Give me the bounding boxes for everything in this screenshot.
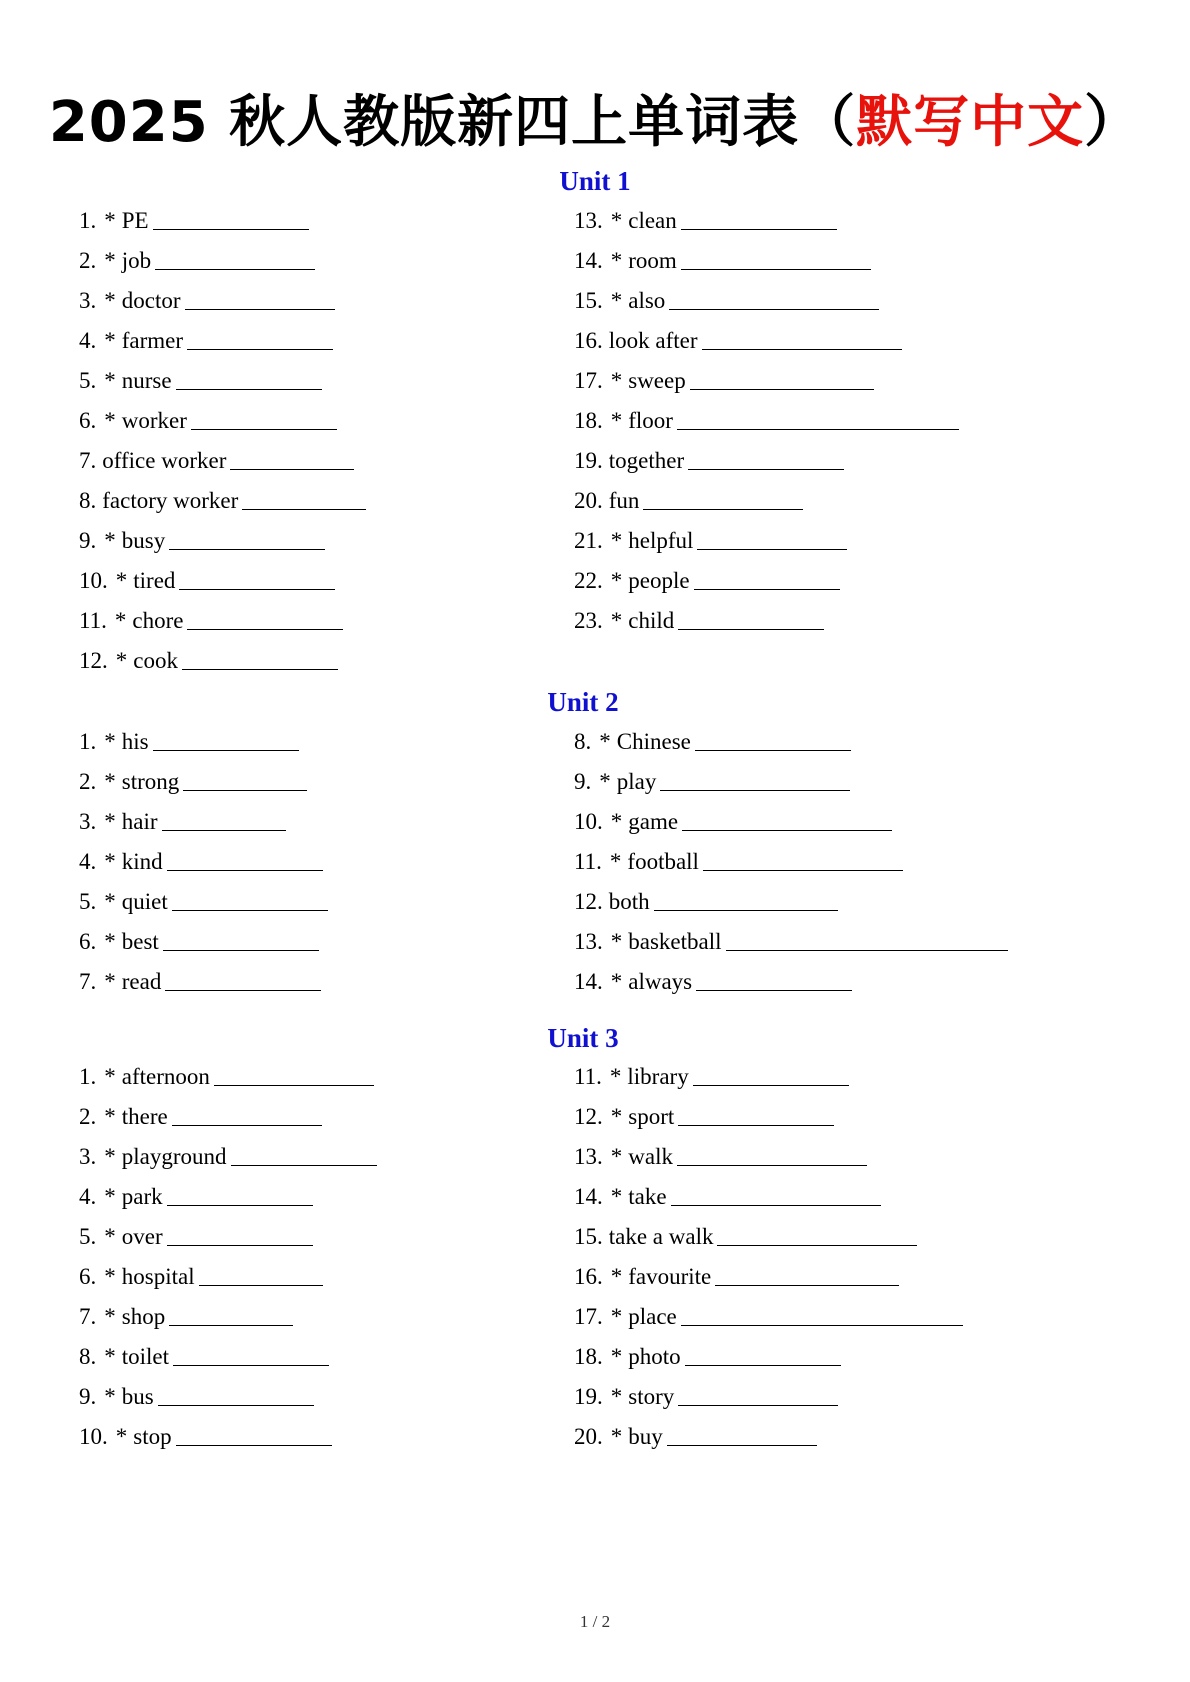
answer-blank[interactable]: [693, 1057, 849, 1086]
answer-blank[interactable]: [167, 842, 323, 871]
star-marker: *: [104, 528, 116, 553]
vocab-item: [79, 561, 599, 601]
answer-blank[interactable]: [678, 1377, 838, 1406]
item-number: 10.: [79, 1424, 108, 1449]
star-marker: *: [104, 1384, 116, 1409]
item-number: 7.: [79, 969, 97, 994]
star-marker: *: [104, 809, 116, 834]
answer-blank[interactable]: [682, 802, 892, 831]
vocab-item: [574, 281, 1094, 321]
vocab-item: [79, 361, 599, 401]
vocab-item: [79, 802, 599, 842]
item-number: 3.: [79, 1144, 97, 1169]
item-number: 19.: [574, 1384, 603, 1409]
item-number: 10.: [79, 568, 108, 593]
vocab-item: [574, 1337, 1094, 1377]
star-marker: *: [104, 969, 116, 994]
item-number: 9.: [79, 1384, 97, 1409]
answer-blank[interactable]: [173, 1337, 329, 1366]
answer-blank[interactable]: [715, 1257, 899, 1286]
answer-blank[interactable]: [214, 1057, 374, 1086]
vocab-item: [79, 1337, 599, 1377]
vocab-item: [574, 401, 1094, 441]
item-word: job: [121, 248, 152, 273]
item-number: 8.: [79, 1344, 97, 1369]
answer-blank[interactable]: [165, 962, 321, 991]
item-word: his: [121, 729, 149, 754]
star-marker: *: [610, 528, 623, 553]
star-marker: *: [104, 1104, 116, 1129]
item-number: 8.: [79, 488, 97, 513]
star-marker: *: [104, 1264, 116, 1289]
unit-1-heading: Unit 1: [559, 166, 631, 196]
star-marker: *: [610, 1184, 623, 1209]
item-word: there: [121, 1104, 168, 1129]
unit-2-left-column: [79, 722, 599, 1002]
unit-3-left-column: [79, 1057, 599, 1457]
star-marker: *: [599, 729, 611, 754]
vocab-item: [574, 1177, 1094, 1217]
answer-blank[interactable]: [726, 922, 1008, 951]
item-word: also: [628, 288, 666, 313]
star-marker: *: [610, 368, 623, 393]
star-marker: *: [115, 1424, 128, 1449]
star-marker: *: [104, 1064, 116, 1089]
vocab-item: [574, 361, 1094, 401]
item-number: 18.: [574, 1344, 603, 1369]
item-word: sport: [628, 1104, 675, 1129]
vocab-item: [574, 722, 1094, 762]
item-word: fun: [608, 488, 640, 513]
item-word: library: [627, 1064, 689, 1089]
star-marker: *: [610, 929, 623, 954]
item-number: 2.: [79, 248, 97, 273]
vocab-item: [79, 481, 599, 521]
vocab-item: [79, 1097, 599, 1137]
vocab-item: [79, 1417, 599, 1457]
item-number: 4.: [79, 328, 97, 353]
item-number: 16.: [574, 328, 603, 353]
answer-blank[interactable]: [667, 1417, 817, 1446]
star-marker: *: [104, 248, 116, 273]
star-marker: *: [610, 1384, 623, 1409]
star-marker: *: [610, 1104, 623, 1129]
item-number: 11.: [574, 1064, 602, 1089]
item-word: read: [121, 969, 162, 994]
vocab-item: [574, 201, 1094, 241]
star-marker: *: [610, 568, 623, 593]
vocab-item: [574, 241, 1094, 281]
unit-2-right-column: [574, 722, 1094, 1002]
vocab-item: [574, 1057, 1094, 1097]
vocab-item: [79, 241, 599, 281]
answer-blank[interactable]: [694, 561, 840, 590]
answer-blank[interactable]: [155, 241, 315, 270]
item-word: child: [628, 608, 675, 633]
answer-blank[interactable]: [695, 722, 851, 751]
page-number: 1 / 2: [579, 1612, 611, 1631]
star-marker: *: [610, 969, 623, 994]
item-number: 3.: [79, 809, 97, 834]
answer-blank[interactable]: [162, 802, 286, 831]
item-number: 21.: [574, 528, 603, 553]
answer-blank[interactable]: [187, 321, 333, 350]
answer-blank[interactable]: [179, 561, 335, 590]
answer-blank[interactable]: [187, 601, 343, 630]
item-number: 18.: [574, 408, 603, 433]
star-marker: *: [610, 248, 623, 273]
answer-blank[interactable]: [677, 1137, 867, 1166]
item-word: chore: [132, 608, 184, 633]
vocab-item: [574, 802, 1094, 842]
answer-blank[interactable]: [167, 1177, 313, 1206]
item-word: both: [608, 889, 650, 914]
title-close: ）: [1084, 90, 1142, 155]
item-word: worker: [121, 408, 187, 433]
item-number: 6.: [79, 1264, 97, 1289]
item-word: farmer: [121, 328, 184, 353]
item-word: Chinese: [616, 729, 691, 754]
answer-blank[interactable]: [167, 1217, 313, 1246]
vocab-item: [79, 842, 599, 882]
item-word: stop: [133, 1424, 172, 1449]
item-word: kind: [121, 849, 163, 874]
page-title: [0, 85, 1190, 161]
vocab-item: [79, 441, 599, 481]
item-word: sweep: [628, 368, 686, 393]
vocab-item: [574, 521, 1094, 561]
star-marker: *: [104, 1224, 116, 1249]
item-number: 19.: [574, 448, 603, 473]
item-number: 17.: [574, 368, 603, 393]
item-number: 20.: [574, 1424, 603, 1449]
star-marker: *: [104, 889, 116, 914]
vocab-item: [574, 962, 1094, 1002]
item-number: 14.: [574, 1184, 603, 1209]
vocab-item: [79, 962, 599, 1002]
vocab-item: [79, 281, 599, 321]
item-word: clean: [628, 208, 677, 233]
answer-blank[interactable]: [702, 321, 902, 350]
answer-blank[interactable]: [717, 1217, 917, 1246]
item-word: busy: [121, 528, 166, 553]
item-number: 15.: [574, 288, 603, 313]
answer-blank[interactable]: [703, 842, 903, 871]
star-marker: *: [610, 809, 623, 834]
answer-blank[interactable]: [176, 1417, 332, 1446]
item-word: take: [628, 1184, 667, 1209]
item-number: 7.: [79, 448, 97, 473]
star-marker: *: [104, 929, 116, 954]
item-word: best: [121, 929, 159, 954]
answer-blank[interactable]: [690, 361, 874, 390]
vocab-item: [574, 1097, 1094, 1137]
item-number: 15.: [574, 1224, 603, 1249]
item-word: photo: [628, 1344, 681, 1369]
item-number: 1.: [79, 729, 97, 754]
item-number: 13.: [574, 1144, 603, 1169]
item-word: tired: [133, 568, 176, 593]
unit-3-right-column: [574, 1057, 1094, 1457]
item-word: over: [121, 1224, 163, 1249]
star-marker: *: [609, 1064, 622, 1089]
item-number: 14.: [574, 248, 603, 273]
answer-blank[interactable]: [697, 521, 847, 550]
star-marker: *: [609, 849, 622, 874]
answer-blank[interactable]: [230, 441, 354, 470]
star-marker: *: [104, 1144, 116, 1169]
vocab-item: [574, 922, 1094, 962]
star-marker: *: [104, 288, 116, 313]
star-marker: *: [610, 1264, 623, 1289]
item-number: 20.: [574, 488, 603, 513]
vocab-item: [574, 1257, 1094, 1297]
item-word: hair: [121, 809, 158, 834]
answer-blank[interactable]: [169, 1297, 293, 1326]
vocab-item: [79, 1297, 599, 1337]
star-marker: *: [104, 208, 116, 233]
vocab-item: [574, 1137, 1094, 1177]
unit-1-left-column: [79, 201, 599, 681]
vocab-item: [574, 1217, 1094, 1257]
item-word: factory worker: [102, 488, 239, 513]
item-number: 9.: [79, 528, 97, 553]
item-word: doctor: [121, 288, 181, 313]
answer-blank[interactable]: [681, 241, 871, 270]
item-word: walk: [628, 1144, 673, 1169]
item-word: afternoon: [121, 1064, 210, 1089]
vocab-item: [79, 882, 599, 922]
answer-blank[interactable]: [678, 1097, 834, 1126]
vocab-item: [574, 1377, 1094, 1417]
item-number: 9.: [574, 769, 592, 794]
item-number: 13.: [574, 208, 603, 233]
item-number: 3.: [79, 288, 97, 313]
answer-blank[interactable]: [660, 762, 850, 791]
item-number: 6.: [79, 408, 97, 433]
star-marker: *: [104, 769, 116, 794]
item-number: 17.: [574, 1304, 603, 1329]
item-number: 11.: [574, 849, 602, 874]
item-word: favourite: [628, 1264, 712, 1289]
vocab-item: [574, 762, 1094, 802]
answer-blank[interactable]: [643, 481, 803, 510]
vocab-item: [79, 762, 599, 802]
vocab-item: [79, 521, 599, 561]
star-marker: *: [104, 1344, 116, 1369]
answer-blank[interactable]: [183, 762, 307, 791]
item-word: toilet: [121, 1344, 170, 1369]
answer-blank[interactable]: [685, 1337, 841, 1366]
item-word: buy: [628, 1424, 663, 1449]
answer-blank[interactable]: [688, 441, 844, 470]
item-number: 16.: [574, 1264, 603, 1289]
star-marker: *: [610, 1424, 623, 1449]
item-number: 1.: [79, 1064, 97, 1089]
item-number: 23.: [574, 608, 603, 633]
item-word: place: [628, 1304, 677, 1329]
answer-blank[interactable]: [669, 281, 879, 310]
vocab-item: [574, 601, 1094, 641]
answer-blank[interactable]: [158, 1377, 314, 1406]
vocab-item: [574, 481, 1094, 521]
item-word: bus: [121, 1384, 154, 1409]
star-marker: *: [104, 849, 116, 874]
item-number: 11.: [79, 608, 107, 633]
answer-blank[interactable]: [678, 601, 824, 630]
vocab-item: [574, 882, 1094, 922]
vocab-item: [574, 1417, 1094, 1457]
item-word: PE: [121, 208, 149, 233]
item-number: 13.: [574, 929, 603, 954]
star-marker: *: [115, 648, 128, 673]
star-marker: *: [599, 769, 611, 794]
answer-blank[interactable]: [153, 722, 299, 751]
item-number: 12.: [574, 1104, 603, 1129]
item-word: park: [121, 1184, 163, 1209]
star-marker: *: [104, 1184, 116, 1209]
item-number: 8.: [574, 729, 592, 754]
unit-1-right-column: [574, 201, 1094, 641]
answer-blank[interactable]: [176, 361, 322, 390]
vocab-item: [79, 1377, 599, 1417]
item-word: quiet: [121, 889, 168, 914]
item-word: together: [608, 448, 685, 473]
answer-blank[interactable]: [185, 281, 335, 310]
answer-blank[interactable]: [242, 481, 366, 510]
vocab-item: [574, 561, 1094, 601]
item-number: 7.: [79, 1304, 97, 1329]
vocab-item: [79, 401, 599, 441]
item-number: 22.: [574, 568, 603, 593]
item-word: cook: [133, 648, 178, 673]
vocab-item: [574, 842, 1094, 882]
star-marker: *: [610, 608, 623, 633]
vocab-item: [79, 601, 599, 641]
vocab-item: [79, 201, 599, 241]
answer-blank[interactable]: [654, 882, 838, 911]
item-number: 14.: [574, 969, 603, 994]
star-marker: *: [115, 568, 128, 593]
item-word: take a walk: [608, 1224, 714, 1249]
answer-blank[interactable]: [681, 1297, 963, 1326]
item-number: 5.: [79, 1224, 97, 1249]
item-word: football: [627, 849, 699, 874]
vocab-item: [79, 641, 599, 681]
vocab-item: [79, 1177, 599, 1217]
item-word: room: [628, 248, 677, 273]
item-word: hospital: [121, 1264, 195, 1289]
item-word: basketball: [628, 929, 722, 954]
star-marker: *: [610, 1144, 623, 1169]
item-number: 12.: [574, 889, 603, 914]
vocab-item: [79, 1257, 599, 1297]
star-marker: *: [610, 408, 623, 433]
item-word: playground: [121, 1144, 227, 1169]
star-marker: *: [104, 729, 116, 754]
title-main: 2025 秋人教版新四上单词表（: [48, 90, 857, 155]
item-word: floor: [628, 408, 673, 433]
item-number: 2.: [79, 769, 97, 794]
vocab-item: [79, 1137, 599, 1177]
item-word: game: [628, 809, 679, 834]
item-number: 10.: [574, 809, 603, 834]
answer-blank[interactable]: [191, 401, 337, 430]
unit-3-heading: Unit 3: [547, 1023, 619, 1053]
title-highlight: 默写中文: [856, 90, 1085, 155]
vocab-item: [574, 441, 1094, 481]
item-word: look after: [608, 328, 698, 353]
answer-blank[interactable]: [153, 201, 309, 230]
item-number: 12.: [79, 648, 108, 673]
answer-blank[interactable]: [182, 641, 338, 670]
star-marker: *: [610, 208, 623, 233]
star-marker: *: [104, 328, 116, 353]
vocab-item: [79, 722, 599, 762]
star-marker: *: [610, 1304, 623, 1329]
item-word: story: [628, 1384, 675, 1409]
star-marker: *: [610, 288, 623, 313]
answer-blank[interactable]: [677, 401, 959, 430]
vocab-item: [79, 321, 599, 361]
star-marker: *: [104, 1304, 116, 1329]
answer-blank[interactable]: [169, 521, 325, 550]
item-word: nurse: [121, 368, 172, 393]
star-marker: *: [104, 368, 116, 393]
item-word: always: [628, 969, 693, 994]
vocab-item: [574, 1297, 1094, 1337]
star-marker: *: [104, 408, 116, 433]
answer-blank[interactable]: [172, 1097, 322, 1126]
item-word: helpful: [628, 528, 694, 553]
item-number: 1.: [79, 208, 97, 233]
item-word: strong: [121, 769, 180, 794]
item-number: 5.: [79, 889, 97, 914]
item-word: people: [628, 568, 690, 593]
star-marker: *: [114, 608, 127, 633]
item-number: 6.: [79, 929, 97, 954]
vocab-item: [79, 1057, 599, 1097]
answer-blank[interactable]: [199, 1257, 323, 1286]
vocab-item: [574, 321, 1094, 361]
vocab-item: [79, 1217, 599, 1257]
item-number: 2.: [79, 1104, 97, 1129]
answer-blank[interactable]: [681, 201, 837, 230]
item-word: shop: [121, 1304, 166, 1329]
item-number: 5.: [79, 368, 97, 393]
item-number: 4.: [79, 849, 97, 874]
vocab-item: [79, 922, 599, 962]
answer-blank[interactable]: [671, 1177, 881, 1206]
unit-2-heading: Unit 2: [547, 687, 619, 717]
item-number: 4.: [79, 1184, 97, 1209]
item-word: office worker: [102, 448, 227, 473]
item-word: play: [616, 769, 657, 794]
answer-blank[interactable]: [163, 922, 319, 951]
answer-blank[interactable]: [231, 1137, 377, 1166]
answer-blank[interactable]: [696, 962, 852, 991]
star-marker: *: [610, 1344, 623, 1369]
answer-blank[interactable]: [172, 882, 328, 911]
